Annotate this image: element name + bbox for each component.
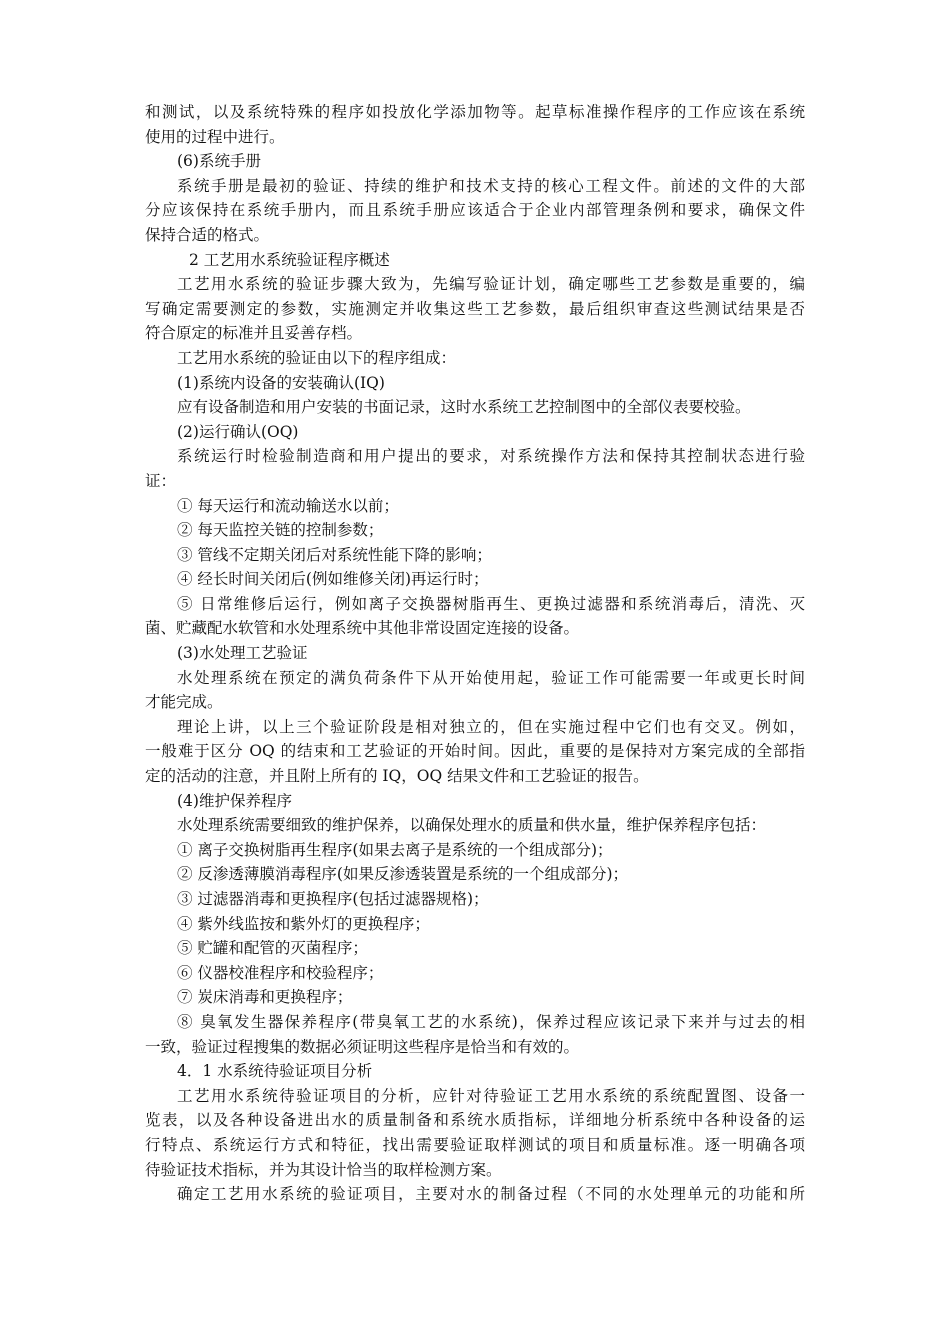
text-line: 定的活动的注意，并且附上所有的 IQ，OQ 结果文件和工艺验证的报告。 xyxy=(145,767,649,786)
text-line: ③ 管线不定期关闭后对系统性能下降的影响； xyxy=(177,545,492,564)
document-page xyxy=(145,100,805,1207)
text-line: 证： xyxy=(145,471,177,490)
text-line: 行特点、系统运行方式和特征，找出需要验证取样测试的项目和质量标准。逐一明确各项 xyxy=(145,1135,805,1154)
text-line: 才能完成。 xyxy=(145,693,223,712)
text-line: 水处理系统需要细致的维护保养，以确保处理水的质量和供水量，维护保养程序包括： xyxy=(177,816,767,835)
text-line: ① 每天运行和流动输送水以前； xyxy=(177,496,399,515)
text-line: ① 离子交换树脂再生程序(如果去离子是系统的一个组成部分)； xyxy=(177,840,613,859)
text-line: (1)系统内设备的安装确认(IQ) xyxy=(177,373,385,392)
text-line: 工艺用水系统的验证步骤大致为，先编写验证计划，确定哪些工艺参数是重要的，编 xyxy=(177,275,805,294)
text-line: ⑦ 炭床消毒和更换程序； xyxy=(177,988,353,1007)
text-line: 览表，以及各种设备进出水的质量制备和系统水质指标，详细地分析系统中各种设备的运 xyxy=(145,1111,805,1130)
text-line: ⑧ 臭氧发生器保养程序(带臭氧工艺的水系统)，保养过程应该记录下来并与过去的相 xyxy=(177,1012,805,1031)
text-line: 菌、贮藏配水软管和水处理系统中其他非常设固定连接的设备。 xyxy=(145,619,580,638)
text-line: ④ 经长时间关闭后(例如维修关闭)再运行时； xyxy=(177,570,489,589)
text-line: 水处理系统在预定的满负荷条件下从开始使用起，验证工作可能需要一年或更长时间 xyxy=(177,668,805,687)
text-line: ② 反渗透薄膜消毒程序(如果反渗透装置是系统的一个组成部分)； xyxy=(177,865,629,884)
text-line: 写确定需要测定的参数，实施测定并收集这些工艺参数，最后组织审查这些测试结果是否 xyxy=(145,299,805,318)
text-line: 2 工艺用水系统验证程序概述 xyxy=(189,250,390,269)
text-line: (4)维护保养程序 xyxy=(177,791,292,810)
text-line: 一般难于区分 OQ 的结束和工艺验证的开始时间。因此，重要的是保持对方案完成的全部指 xyxy=(145,742,805,761)
text-line: ⑤ 贮罐和配管的灭菌程序； xyxy=(177,939,368,958)
text-line: 理论上讲，以上三个验证阶段是相对独立的，但在实施过程中它们也有交叉。例如， xyxy=(177,717,805,736)
text-line: 工艺用水系统待验证项目的分析，应针对待验证工艺用水系统的系统配置图、设备一 xyxy=(177,1086,805,1105)
text-line: 确定工艺用水系统的验证项目，主要对水的制备过程（不同的水处理单元的功能和所 xyxy=(177,1185,805,1204)
text-line: (2)运行确认(OQ) xyxy=(177,422,299,441)
text-line: (6)系统手册 xyxy=(177,152,261,171)
text-line: ③ 过滤器消毒和更换程序(包括过滤器规格)； xyxy=(177,890,489,908)
text-line: 分应该保持在系统手册内，而且系统手册应该适合于企业内部管理条例和要求，确保文件 xyxy=(145,201,805,220)
text-line: (3)水处理工艺验证 xyxy=(177,644,308,663)
text-line: 符合原定的标准并且妥善存档。 xyxy=(145,324,363,343)
text-line: 使用的过程中进行。 xyxy=(145,127,285,146)
text-line: ⑤ 日常维修后运行，例如离子交换器树脂再生、更换过滤器和系统消毒后，清洗、灭 xyxy=(177,594,805,613)
text-line: 工艺用水系统的验证由以下的程序组成： xyxy=(177,348,457,367)
text-line: ④ 紫外线监按和紫外灯的更换程序； xyxy=(177,914,430,933)
text-line: ⑥ 仪器校准程序和校验程序； xyxy=(177,963,384,982)
text-line: 保持合适的格式。 xyxy=(145,225,270,244)
text-line: 应有设备制造和用户安装的书面记录，这时水系统工艺控制图中的全部仪表要校验。 xyxy=(177,398,751,417)
text-line: 一致，验证过程搜集的数据必须证明这些程序是恰当和有效的。 xyxy=(145,1037,580,1056)
text-line: 待验证技术指标，并为其设计恰当的取样检测方案。 xyxy=(145,1160,502,1179)
text-line: 系统运行时检验制造商和用户提出的要求，对系统操作方法和保持其控制状态进行验 xyxy=(177,447,805,466)
text-line: ② 每天监控关链的控制参数； xyxy=(177,521,384,540)
text-line: 和测试，以及系统特殊的程序如投放化学添加物等。起草标准操作程序的工作应该在系统 xyxy=(145,103,805,121)
text-line: 系统手册是最初的验证、持续的维护和技术支持的核心工程文件。前述的文件的大部 xyxy=(177,176,805,195)
text-line: 4．1 水系统待验证项目分析 xyxy=(177,1062,373,1081)
